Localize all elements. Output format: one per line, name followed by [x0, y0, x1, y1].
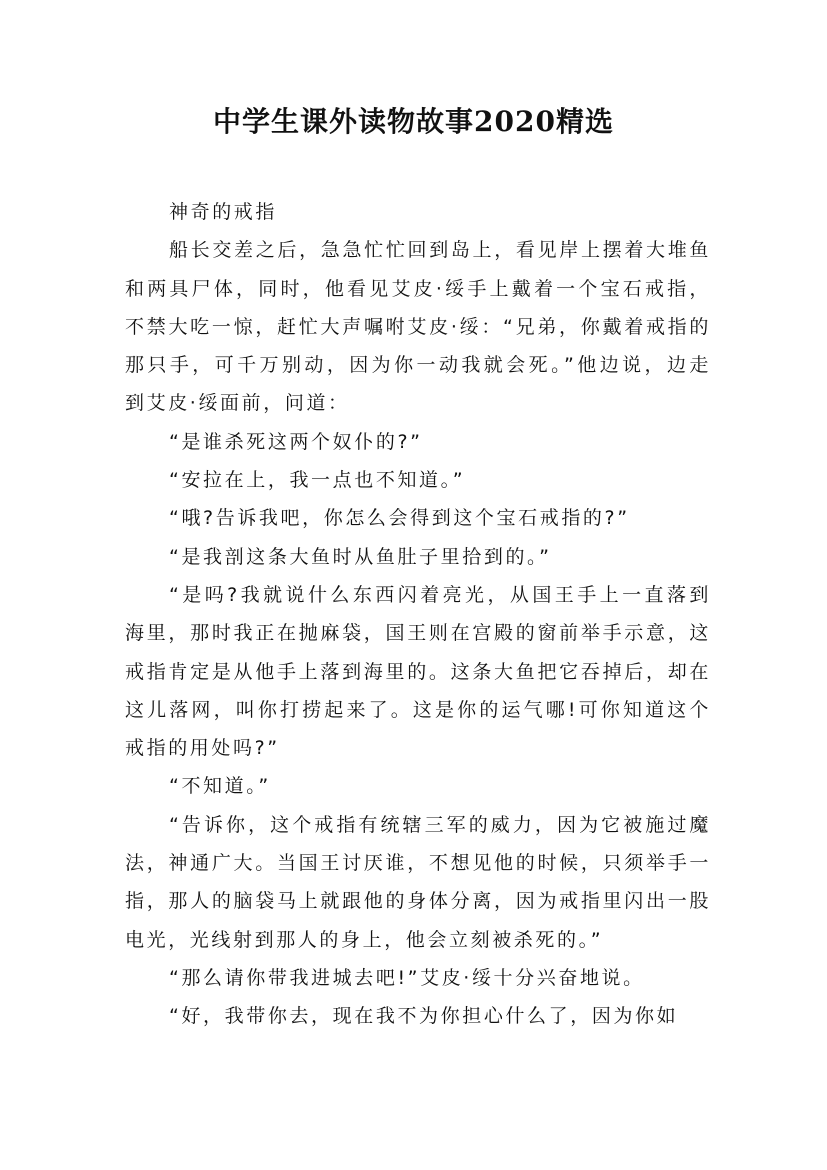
- paragraph: “告诉你，这个戒指有统辖三军的威力，因为它被施过魔法，神通广大。当国王讨厌谁，不想见他的时候，只须举手一指，那人的脑袋马上就跟他的身体分离，因为戒指里闪出一股电光，光线射到那人的身上，他会立刻被杀死的。”: [125, 813, 711, 951]
- paragraph: “不知道。”: [169, 775, 271, 798]
- paragraph: “是吗?我就说什么东西闪着亮光，从国王手上一直落到海里，那时我正在抛麻袋，国王则在宫殿的窗前举手示意，这戒指肯定是从他手上落到海里的。这条大鱼把它吞掉后，却在这儿落网，叫你打捞起来了。这是你的运气哪!可你知道这个戒指的用处吗?”: [125, 583, 711, 760]
- paragraph: “哦?告诉我吧，你怎么会得到这个宝石戒指的?”: [169, 507, 630, 530]
- paragraph: 船长交差之后，急急忙忙回到岛上，看见岸上摆着大堆鱼和两具尸体，同时，他看见艾皮·绥手上戴着一个宝石戒指，不禁大吃一惊，赶忙大声嘱咐艾皮·绥：“兄弟，你戴着戒指的那只手，可千万别动，因为你一动我就会死。”他边说，边走到艾皮·绥面前，问道：: [125, 239, 711, 415]
- document-title: 中学生课外读物故事2020精选: [213, 105, 614, 138]
- paragraph: “那么请你带我进城去吧!”艾皮·绥十分兴奋地说。: [169, 966, 645, 989]
- story-heading: 神奇的戒指: [169, 201, 278, 223]
- paragraph: “是我剖这条大鱼时从鱼肚子里拾到的。”: [169, 545, 552, 568]
- paragraph: “好，我带你去，现在我不为你担心什么了，因为你如: [169, 1005, 679, 1028]
- paragraph: “安拉在上，我一点也不知道。”: [169, 469, 466, 492]
- paragraph: “是谁杀死这两个奴仆的?”: [169, 430, 423, 453]
- document-body: [125, 193, 711, 1036]
